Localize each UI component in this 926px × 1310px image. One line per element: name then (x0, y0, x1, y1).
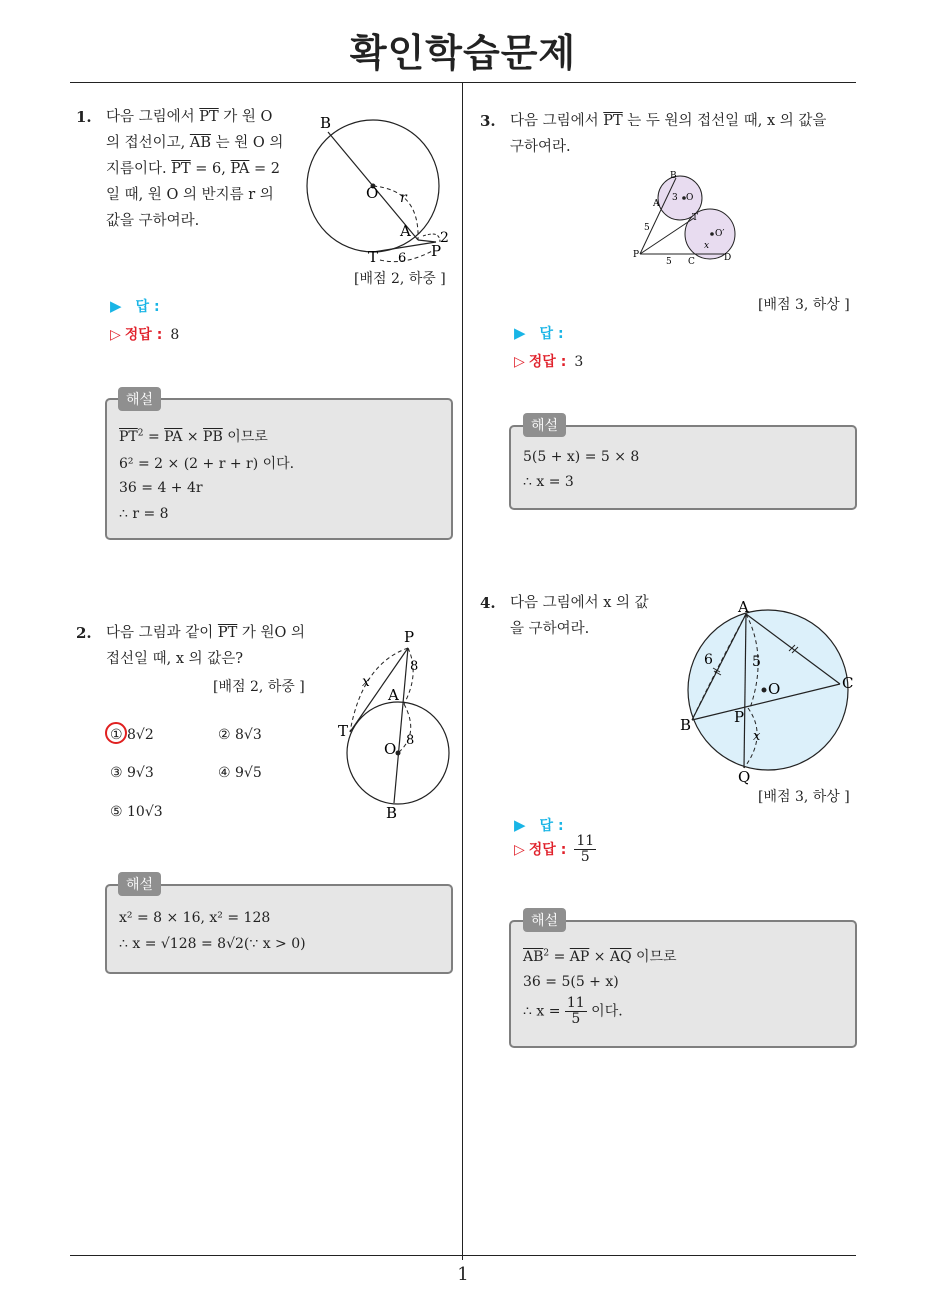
label-b: B (670, 171, 677, 181)
label-a: A (400, 222, 411, 240)
q1-figure (300, 110, 460, 270)
solution-line: 36 = 5(5 + x) (523, 974, 619, 990)
score: [배점 3, 하상 ] (758, 297, 850, 313)
page-number: 1 (457, 1264, 469, 1285)
label-o: O (768, 680, 781, 698)
label-c: C (688, 257, 695, 267)
label-b: B (320, 114, 332, 132)
solution-tag: 해설 (523, 413, 566, 437)
solution-line: 5(5 + x) = 5 × 8 (523, 449, 640, 465)
choice-5[interactable]: ⑤ 10√3 (110, 804, 163, 820)
label-p: P (734, 708, 745, 726)
question-number: 2. (76, 624, 92, 642)
label-x: x (362, 674, 370, 690)
label-3: 3 (672, 193, 678, 203)
column-divider (462, 83, 463, 1260)
choice-1[interactable]: ① 8√2 (110, 727, 154, 743)
label-d: D (724, 253, 732, 263)
solution-line: $\overline{AB}^2 = \overline{AP} \times \overline{AQ}$ 이므로 (523, 948, 677, 965)
label-b: B (680, 716, 692, 734)
solution-line: x² = 8 × 16, x² = 128 (119, 910, 271, 926)
choice-2[interactable]: ② 8√3 (218, 727, 262, 743)
question-number: 4. (480, 594, 496, 612)
label-5a: 5 (644, 223, 650, 233)
solution-tag: 해설 (118, 387, 161, 411)
label-t: T (368, 248, 379, 266)
q3-figure (628, 166, 748, 272)
label-p: P (431, 242, 442, 260)
answer-row: ▶ 답 : (110, 297, 160, 315)
label-c: C (842, 674, 854, 692)
answer-row: ▶ 답 : (514, 324, 564, 342)
score: [배점 2, 하중 ] (213, 679, 305, 695)
label-o: O (384, 740, 397, 758)
label-x: x (753, 729, 761, 744)
label-q: Q (738, 768, 751, 786)
page-title: 확인학습문제 (349, 31, 577, 75)
label-o: O (366, 184, 379, 202)
correct-answer: ▷ 정답 : $\frac{11}{5}$ (514, 833, 595, 865)
q4-figure (676, 596, 861, 786)
correct-answer: ▷ 정답 : 8 (110, 327, 180, 343)
question-number: 1. (76, 108, 92, 126)
correct-answer: ▷ 정답 : 3 (514, 354, 584, 370)
label-8b: 8 (406, 733, 415, 748)
solution-line: ∴ x = 3 (523, 474, 574, 490)
solution-line: $\overline{PT}^2 = \overline{PA} \times \overline{PB}$ 이므로 (119, 428, 268, 445)
top-divider (70, 82, 856, 83)
choice-4[interactable]: ④ 9√5 (218, 765, 262, 781)
question-text: 다음 그림에서 $\overline{PT}$ 가 원 O 의 접선이고, $\overline{AB}$ 는 원 O 의 지름이다. $\overline{PT} = 6$, $\overline{PA} = 2$ 일 때, 원 O 의 반지름 r 의 값을 구하여라. (106, 109, 284, 229)
label-6: 6 (704, 652, 713, 668)
label-o2: O′ (715, 229, 725, 239)
solution-line: ∴ x = √128 = 8√2(∵ x > 0) (119, 936, 306, 952)
solution-line: ∴ x = $\frac{11}{5}$ 이다. (523, 995, 623, 1027)
choice-3[interactable]: ③ 9√3 (110, 765, 154, 781)
solution-tag: 해설 (523, 908, 566, 932)
question-text: 다음 그림에서 $\overline{PT}$ 는 두 원의 접선일 때, x 의 값을 구하여라. (510, 113, 827, 155)
solution-box (509, 425, 857, 510)
label-x: x (704, 241, 710, 251)
solution-line: ∴ r = 8 (119, 506, 169, 522)
label-8: 8 (410, 659, 419, 674)
label-r: r (400, 190, 407, 206)
label-5b: 5 (666, 257, 672, 267)
solution-line: 6² = 2 × (2 + r + r) 이다. (119, 456, 295, 472)
label-a: A (388, 686, 399, 704)
question-number: 3. (480, 112, 496, 130)
solution-box (105, 884, 453, 974)
bottom-divider (70, 1255, 856, 1256)
label-6: 6 (398, 251, 407, 266)
solution-tag: 해설 (118, 872, 161, 896)
label-2: 2 (440, 230, 449, 246)
label-a: A (653, 199, 660, 209)
score: [배점 2, 하중 ] (354, 271, 446, 287)
solution-box (509, 920, 857, 1048)
label-o: O (686, 193, 694, 203)
selected-mark (105, 722, 127, 744)
question-text: 다음 그림과 같이 $\overline{PT}$ 가 원O 의 접선일 때, x 의 값은? (106, 625, 306, 667)
question-text: 다음 그림에서 x 의 값 을 구하여라. (510, 595, 649, 637)
solution-box (105, 398, 453, 540)
label-t: T (338, 722, 349, 740)
score: [배점 3, 하상 ] (758, 789, 850, 805)
label-p: P (404, 628, 415, 646)
solution-line: 36 = 4 + 4r (119, 480, 203, 496)
label-5: 5 (752, 654, 761, 670)
label-t: T (692, 213, 699, 223)
label-p: P (633, 250, 640, 260)
label-a: A (738, 598, 749, 616)
answer-row: ▶ 답 : (514, 816, 564, 834)
label-b: B (386, 804, 398, 822)
q2-figure (332, 624, 457, 824)
